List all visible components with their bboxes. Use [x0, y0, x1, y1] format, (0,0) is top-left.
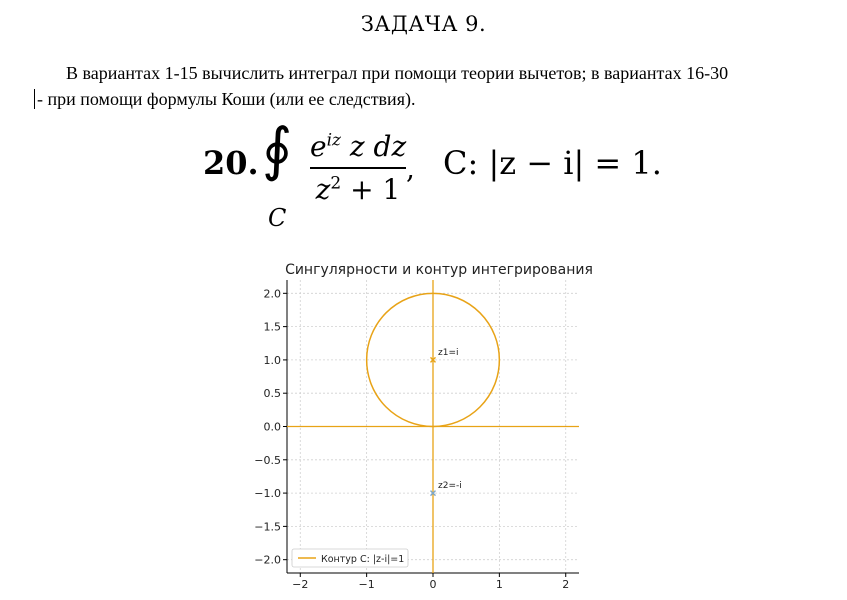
x-tick-label: −1	[358, 578, 375, 591]
integral-contour-label: C	[268, 204, 287, 232]
denominator-rest: + 1	[341, 173, 401, 206]
y-tick-label: 1.0	[263, 353, 281, 367]
exp-power: iz	[326, 130, 341, 151]
problem-number: 20.	[203, 144, 259, 182]
legend-label: Контур C: |z-i|=1	[321, 554, 405, 565]
x-tick-label: 2	[562, 578, 570, 591]
description-line-1: В вариантах 1-15 вычислить интеграл при помощи теории вычетов; в вариантах 16-30	[66, 63, 729, 83]
y-tick-label: −1.5	[254, 520, 281, 534]
formula-comma: ,	[406, 152, 415, 185]
chart-legend	[292, 549, 408, 567]
description-line-2: - при помощи формулы Коши (или ее следствия).	[37, 89, 416, 109]
task-title: ЗАДАЧА 9.	[360, 12, 487, 36]
chart-title: Сингулярности и контур интегрирования	[285, 262, 593, 278]
numerator-rest: z dz	[349, 130, 407, 163]
denominator-power: 2	[330, 173, 342, 194]
contour-integral-sign: ∮	[262, 115, 293, 183]
x-tick-label: −2	[292, 578, 309, 591]
y-tick-label: −2.0	[254, 553, 281, 567]
contour-definition: C: |z − i| = 1.	[443, 144, 662, 182]
y-tick-label: 2.0	[263, 287, 281, 301]
y-tick-label: −0.5	[254, 453, 281, 467]
y-tick-label: 0.5	[263, 387, 281, 401]
denominator-base: z	[315, 173, 331, 206]
point-label: z2=-i	[438, 481, 462, 492]
y-tick-label: −1.0	[254, 487, 281, 501]
y-tick-label: 1.5	[263, 320, 281, 334]
y-tick-label: 0.0	[263, 420, 281, 434]
x-tick-label: 1	[495, 578, 503, 591]
x-tick-label: 0	[429, 578, 437, 591]
exp-base: e	[310, 130, 327, 163]
point-label: z1=i	[438, 347, 459, 358]
